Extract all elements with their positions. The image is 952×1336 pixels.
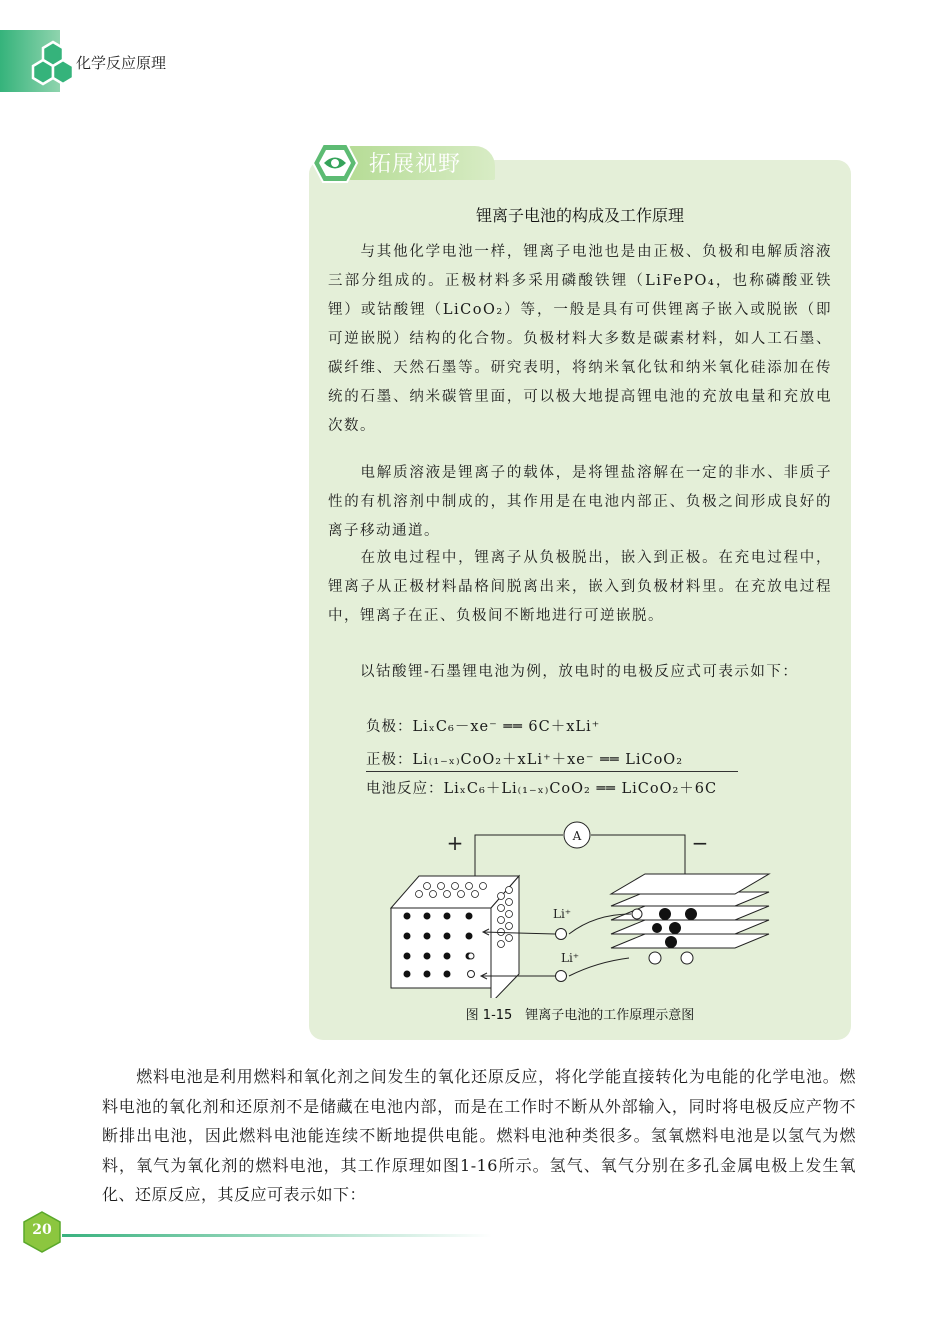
footer-line	[62, 1234, 492, 1237]
box-paragraph-3: 在放电过程中，锂离子从负极脱出，嵌入到正极。在充电过程中，锂离子从正极材料晶格间脱离出来，嵌入到负极材料里。在充放电过程中，锂离子在正、负极间不断地进行可逆嵌脱。	[328, 550, 832, 624]
extension-badge	[311, 142, 494, 182]
eye-icon	[311, 142, 359, 184]
badge-label: 拓展视野	[369, 152, 462, 177]
header-title: 化学反应原理	[76, 54, 167, 72]
equation-overall: 电池反应：LiₓC₆＋Li₍₁₋ₓ₎CoO₂ ══ LiCoO₂＋6C	[366, 781, 718, 797]
lithium-ion-1	[556, 929, 567, 940]
box-paragraph-2: 电解质溶液是锂离子的载体，是将锂盐溶解在一定的非水、非质子性的有机溶剂中制成的，其作用是在电池内部正、负极之间形成良好的离子移动通道。	[328, 465, 832, 539]
page-number: 20	[32, 1222, 52, 1238]
ion-label-2: Li⁺	[561, 951, 580, 965]
plus-sign: +	[446, 831, 464, 855]
equation-divider	[366, 771, 738, 772]
box-paragraph-1: 与其他化学电池一样，锂离子电池也是由正极、负极和电解质溶液三部分组成的。正极材料多采用磷酸铁锂（LiFePO₄，也称磷酸亚铁锂）或钴酸锂（LiCoO₂）等，一般是具有可供锂离子嵌入或脱嵌（即可逆嵌脱）结构的化合物。负极材料大多数是碳素材料，如人工石墨、碳纤维、天然石墨等。研究表明，将纳米氧化钛和纳米氧化硅添加在传统的石墨、纳米碳管里面，可以极大地提高锂电池的充放电量和充放电次数。	[328, 244, 832, 434]
equation-anode: 负极：LiₓC₆－xe⁻ ══ 6C＋xLi⁺	[366, 719, 601, 735]
box-title: 锂离子电池的构成及工作原理	[475, 206, 684, 225]
body-paragraph	[102, 1062, 856, 1210]
battery-diagram	[385, 818, 785, 998]
figure-caption: 图 1-15 锂离子电池的工作原理示意图	[465, 1008, 695, 1023]
ion-label-1: Li⁺	[553, 907, 572, 921]
minus-sign: −	[691, 831, 709, 855]
body-paragraph-text: 燃料电池是利用燃料和氧化剂之间发生的氧化还原反应，将化学能直接转化为电能的化学电池。燃料电池的氧化剂和还原剂不是储藏在电池内部，而是在工作时不断从外部输入，同时将电极反应产物不断排出电池，因此燃料电池能连续不断地提供电能。燃料电池种类很多。氢氧燃料电池是以氢气为燃料，氧气为氧化剂的燃料电池，其工作原理如图1-16所示。氢气、氧气分别在多孔金属电极上发生氧化、还原反应，其反应可表示如下：	[102, 1067, 856, 1204]
hexagon-logo-icon	[30, 40, 76, 88]
equation-cathode: 正极：Li₍₁₋ₓ₎CoO₂＋xLi⁺＋xe⁻ ══ LiCoO₂	[366, 752, 684, 768]
box-paragraph-4: 以钴酸锂-石墨锂电池为例，放电时的电极反应式可表示如下：	[328, 664, 799, 680]
ammeter-label: A	[572, 829, 582, 843]
lithium-ion-2	[556, 971, 567, 982]
